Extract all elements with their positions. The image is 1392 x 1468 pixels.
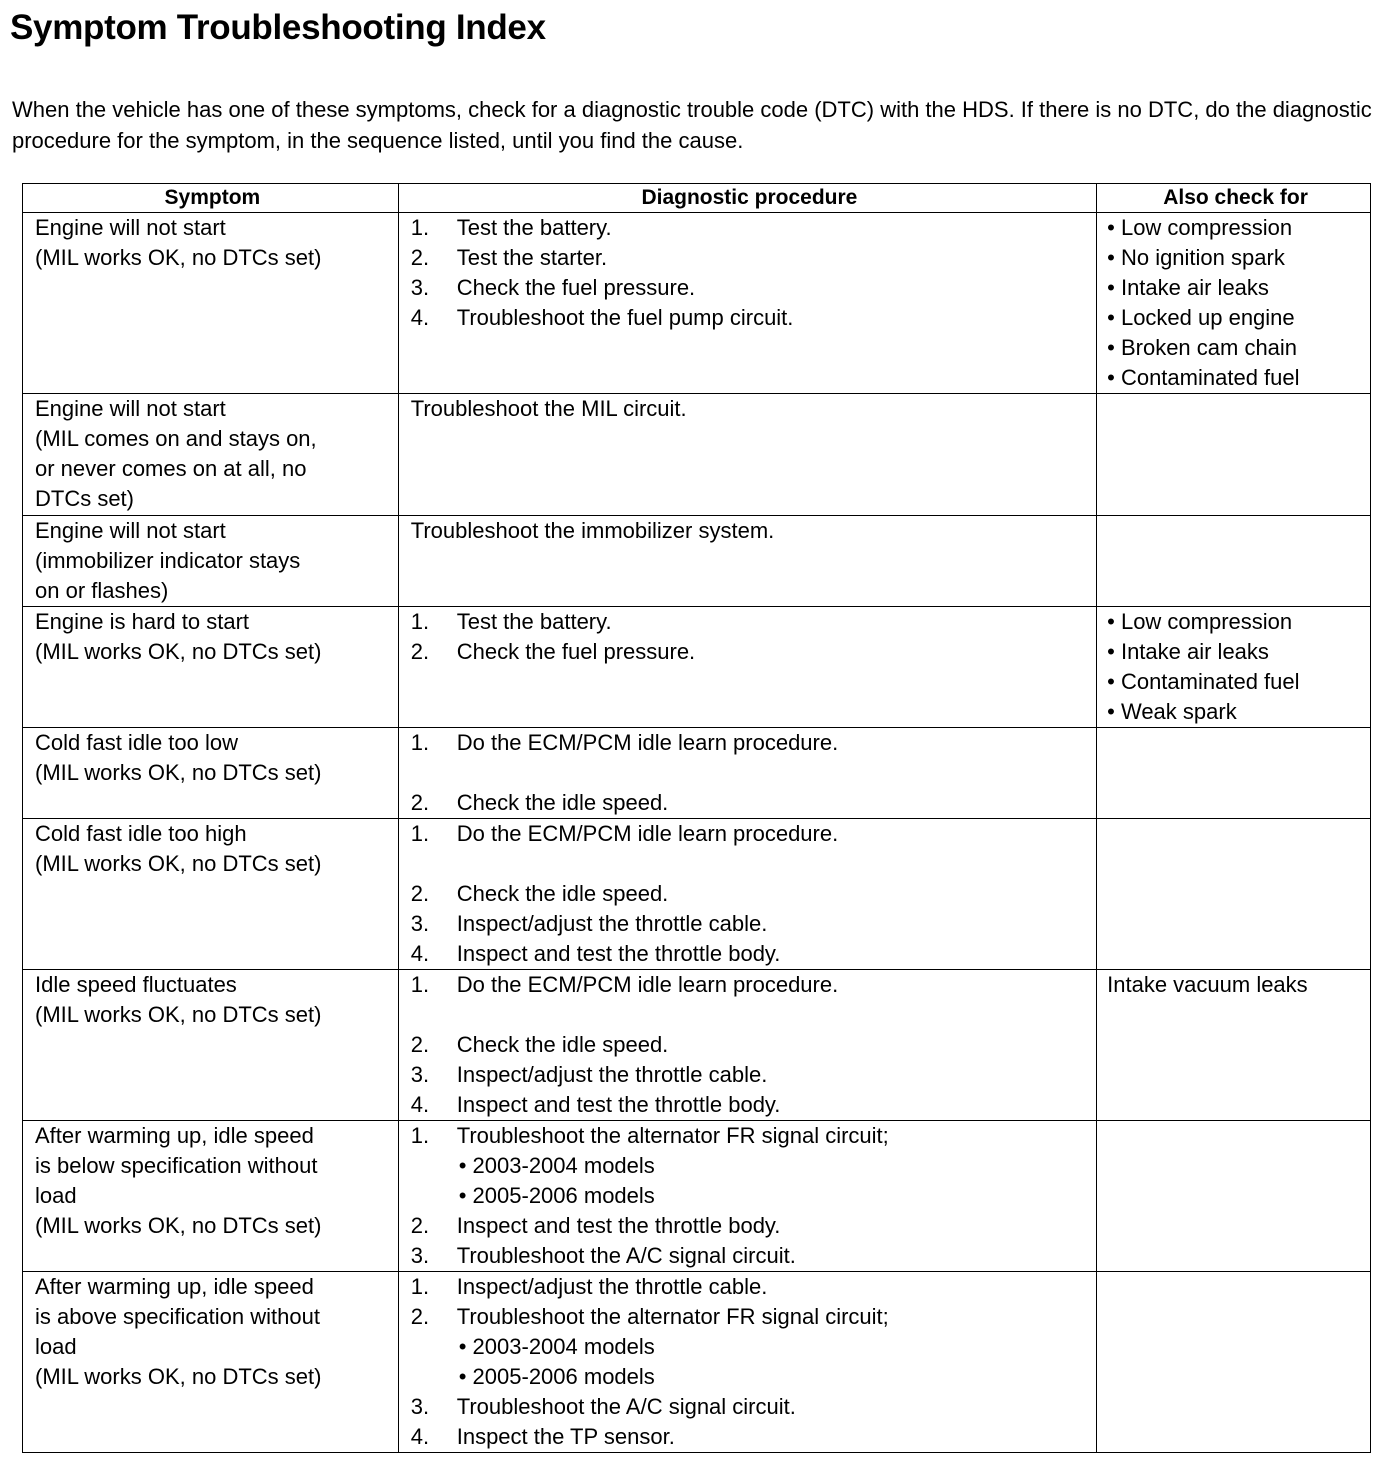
- symptom-line: DTCs set): [35, 486, 134, 511]
- procedure-step: [411, 1090, 1088, 1120]
- symptom-line: (MIL works OK, no DTCs set): [35, 245, 322, 270]
- also-check-item: • Intake air leaks: [1107, 637, 1362, 667]
- symptom-line: Engine is hard to start: [35, 609, 250, 634]
- symptom-line: (immobilizer indicator stays: [35, 548, 301, 573]
- substep-text: • 2005-2006 models: [459, 1183, 655, 1208]
- procedure-step: [411, 1422, 1088, 1452]
- step-text: Troubleshoot the fuel pump circuit.: [456, 305, 794, 330]
- procedure-step: [411, 516, 1088, 546]
- procedure-substep: [411, 1362, 1088, 1392]
- procedure-step: [411, 1241, 1088, 1271]
- step-text: Check the fuel pressure.: [456, 639, 696, 664]
- symptom-line: (MIL works OK, no DTCs set): [35, 639, 322, 664]
- symptom-line: Engine will not start: [35, 215, 226, 240]
- also-check-cell: [1097, 213, 1371, 394]
- procedure-step: [411, 1272, 1088, 1302]
- symptom-cell: [23, 1272, 399, 1453]
- symptom-line: Idle speed fluctuates: [35, 972, 237, 997]
- procedure-cell: [398, 213, 1096, 394]
- step-text: Troubleshoot the MIL circuit.: [410, 396, 687, 421]
- also-check-item: • Broken cam chain: [1107, 333, 1362, 363]
- page-title: Symptom Troubleshooting Index: [10, 8, 546, 47]
- symptom-cell: [23, 728, 399, 819]
- symptom-line: (MIL works OK, no DTCs set): [35, 1002, 322, 1027]
- symptom-line: (MIL works OK, no DTCs set): [35, 1364, 322, 1389]
- header-symptom: Symptom: [23, 184, 399, 213]
- also-check-cell: [1097, 1121, 1371, 1272]
- table-row: [23, 394, 1371, 516]
- procedure-step: [411, 879, 1088, 909]
- procedure-step: [411, 1121, 1088, 1151]
- procedure-step: [411, 909, 1088, 939]
- step-text: Troubleshoot the A/C signal circuit.: [456, 1394, 796, 1419]
- step-text: Inspect and test the throttle body.: [456, 1213, 781, 1238]
- step-number: 4.: [410, 1424, 430, 1449]
- symptom-cell: [23, 819, 399, 970]
- also-check-item: • Low compression: [1107, 607, 1362, 637]
- step-text: Test the starter.: [456, 245, 608, 270]
- intro-paragraph: When the vehicle has one of these symptoms, check for a diagnostic trouble code (DTC) with the HDS. If there is no DTC, do the diagnostic procedure for the symptom, in the sequence listed, until you find the cause.: [12, 97, 1372, 153]
- symptom-line: load: [35, 1334, 77, 1359]
- step-text: Check the idle speed.: [456, 881, 669, 906]
- symptom-cell: [23, 1121, 399, 1272]
- symptom-line: on or flashes): [35, 578, 169, 603]
- step-text: Do the ECM/PCM idle learn procedure.: [456, 821, 839, 846]
- symptom-line: (MIL works OK, no DTCs set): [35, 1213, 322, 1238]
- table-row: [23, 970, 1371, 1121]
- step-text: Inspect the TP sensor.: [456, 1424, 675, 1449]
- header-diagnostic-procedure: Diagnostic procedure: [398, 184, 1096, 213]
- also-check-cell: [1097, 516, 1371, 607]
- step-text: Inspect and test the throttle body.: [456, 1092, 781, 1117]
- procedure-cell: [398, 970, 1096, 1121]
- symptom-line: Cold fast idle too high: [35, 821, 247, 846]
- procedure-step: [411, 394, 1088, 424]
- also-check-item: • Intake air leaks: [1107, 273, 1362, 303]
- table-row: [23, 516, 1371, 607]
- symptom-line: Cold fast idle too low: [35, 730, 238, 755]
- header-also-check-for: Also check for: [1097, 184, 1371, 213]
- symptom-line: is above specification without: [35, 1304, 320, 1329]
- procedure-step: [411, 637, 1088, 667]
- table-row: [23, 819, 1371, 970]
- symptom-cell: [23, 516, 399, 607]
- symptom-line: is below specification without: [35, 1153, 318, 1178]
- table-row: [23, 728, 1371, 819]
- step-number: 1.: [410, 821, 430, 846]
- procedure-step: [411, 970, 1088, 1000]
- procedure-step: [411, 1211, 1088, 1241]
- step-text: Inspect/adjust the throttle cable.: [456, 1062, 768, 1087]
- procedure-cell: [398, 516, 1096, 607]
- also-check-item: • Contaminated fuel: [1107, 363, 1362, 393]
- step-text: Test the battery.: [456, 609, 612, 634]
- step-number: 3.: [410, 1062, 430, 1087]
- step-text: Inspect and test the throttle body.: [456, 941, 781, 966]
- also-check-cell: [1097, 970, 1371, 1121]
- also-check-cell: [1097, 728, 1371, 819]
- symptom-line: (MIL comes on and stays on,: [35, 426, 317, 451]
- step-text: Test the battery.: [456, 215, 612, 240]
- symptom-line: (MIL works OK, no DTCs set): [35, 760, 322, 785]
- step-text: Inspect/adjust the throttle cable.: [456, 911, 768, 936]
- also-check-cell: [1097, 607, 1371, 728]
- table-row: [23, 1121, 1371, 1272]
- step-text: Troubleshoot the alternator FR signal circuit;: [456, 1123, 889, 1148]
- symptom-line: After warming up, idle speed: [35, 1274, 314, 1299]
- procedure-step: [411, 1060, 1088, 1090]
- step-number: 2.: [410, 1304, 430, 1329]
- step-number: 2.: [410, 881, 430, 906]
- table-row: [23, 607, 1371, 728]
- symptom-cell: [23, 394, 399, 516]
- symptom-cell: [23, 607, 399, 728]
- procedure-cell: [398, 1121, 1096, 1272]
- procedure-step: [411, 213, 1088, 243]
- also-check-cell: [1097, 1272, 1371, 1453]
- procedure-cell: [398, 728, 1096, 819]
- procedure-cell: [398, 1272, 1096, 1453]
- also-check-item: Intake vacuum leaks: [1107, 972, 1308, 997]
- also-check-item: • No ignition spark: [1107, 243, 1362, 273]
- step-number: 2.: [410, 790, 430, 815]
- table-row: [23, 1272, 1371, 1453]
- step-text: Inspect/adjust the throttle cable.: [456, 1274, 768, 1299]
- step-number: 1.: [410, 609, 430, 634]
- procedure-substep: [411, 1151, 1088, 1181]
- procedure-step: [411, 607, 1088, 637]
- symptom-table: [22, 183, 1371, 1453]
- table-header-row: [23, 184, 1371, 213]
- step-text: Check the idle speed.: [456, 1032, 669, 1057]
- also-check-cell: [1097, 394, 1371, 516]
- procedure-step: [411, 303, 1088, 333]
- procedure-step: [411, 728, 1088, 758]
- symptom-line: load: [35, 1183, 77, 1208]
- step-number: 2.: [410, 1213, 430, 1238]
- symptom-line: (MIL works OK, no DTCs set): [35, 851, 322, 876]
- step-text: Do the ECM/PCM idle learn procedure.: [456, 972, 839, 997]
- step-number: 1.: [410, 730, 430, 755]
- symptom-cell: [23, 970, 399, 1121]
- step-number: 1.: [410, 215, 430, 240]
- symptom-line: After warming up, idle speed: [35, 1123, 314, 1148]
- procedure-step: [411, 1030, 1088, 1060]
- step-number: 3.: [410, 911, 430, 936]
- step-number: 3.: [410, 275, 430, 300]
- step-number: 2.: [410, 1032, 430, 1057]
- procedure-substep: [411, 1181, 1088, 1211]
- also-check-item: • Low compression: [1107, 213, 1362, 243]
- also-check-item: • Locked up engine: [1107, 303, 1362, 333]
- also-check-cell: [1097, 819, 1371, 970]
- step-text: Troubleshoot the alternator FR signal circuit;: [456, 1304, 889, 1329]
- procedure-step: [411, 1392, 1088, 1422]
- table-row: [23, 213, 1371, 394]
- step-number: 4.: [410, 941, 430, 966]
- substep-text: • 2005-2006 models: [459, 1364, 655, 1389]
- procedure-cell: [398, 394, 1096, 516]
- step-text: Troubleshoot the A/C signal circuit.: [456, 1243, 796, 1268]
- procedure-step: [411, 273, 1088, 303]
- substep-text: • 2003-2004 models: [459, 1153, 655, 1178]
- symptom-cell: [23, 213, 399, 394]
- step-number: 1.: [410, 972, 430, 997]
- step-text: Check the fuel pressure.: [456, 275, 696, 300]
- step-number: 1.: [410, 1274, 430, 1299]
- step-number: 2.: [410, 245, 430, 270]
- procedure-cell: [398, 819, 1096, 970]
- step-text: Do the ECM/PCM idle learn procedure.: [456, 730, 839, 755]
- also-check-item: • Weak spark: [1107, 697, 1362, 727]
- step-text: Check the idle speed.: [456, 790, 669, 815]
- procedure-step: [411, 1302, 1088, 1332]
- step-text: Troubleshoot the immobilizer system.: [410, 518, 775, 543]
- step-number: 4.: [410, 1092, 430, 1117]
- procedure-step: [411, 788, 1088, 818]
- procedure-step: [411, 819, 1088, 849]
- symptom-line: Engine will not start: [35, 518, 226, 543]
- step-number: 3.: [410, 1394, 430, 1419]
- step-number: 1.: [410, 1123, 430, 1148]
- step-number: 3.: [410, 1243, 430, 1268]
- symptom-line: Engine will not start: [35, 396, 226, 421]
- step-number: 2.: [410, 639, 430, 664]
- procedure-step: [411, 939, 1088, 969]
- substep-text: • 2003-2004 models: [459, 1334, 655, 1359]
- step-number: 4.: [410, 305, 430, 330]
- procedure-substep: [411, 1332, 1088, 1362]
- procedure-step: [411, 243, 1088, 273]
- symptom-line: or never comes on at all, no: [35, 456, 307, 481]
- also-check-item: • Contaminated fuel: [1107, 667, 1362, 697]
- procedure-cell: [398, 607, 1096, 728]
